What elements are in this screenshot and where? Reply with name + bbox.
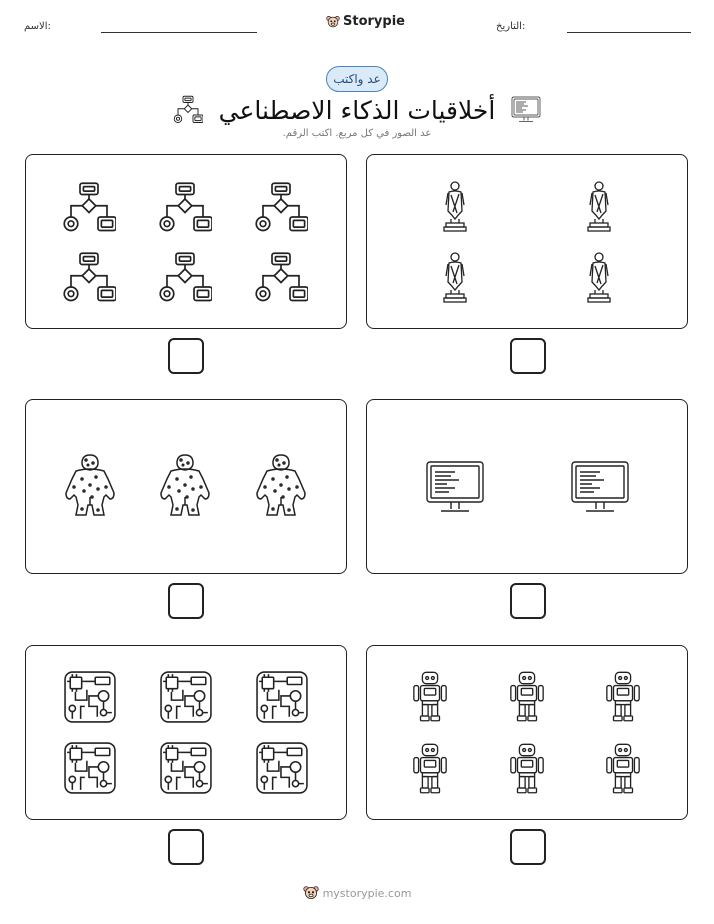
- statue-icon: [584, 179, 614, 235]
- panel-monitors: [366, 399, 688, 574]
- instructions: عد الصور في كل مربع. اكتب الرقم.: [282, 128, 432, 139]
- computer-monitor-icon: [570, 460, 630, 516]
- robot-icon: [411, 742, 449, 796]
- panel-statues: [366, 154, 688, 329]
- computer-monitor-icon: [511, 96, 541, 124]
- bear-icon: [326, 15, 340, 29]
- circuit-board-icon: [256, 742, 308, 794]
- bear-icon: [303, 885, 319, 901]
- date-label: التاريخ:: [496, 21, 526, 32]
- date-line[interactable]: [567, 32, 691, 33]
- brand-logo: [326, 14, 405, 29]
- flowchart-icon: [173, 93, 203, 127]
- flowchart-icon: [62, 181, 116, 235]
- activity-badge: عد واكتب: [326, 66, 388, 92]
- circuit-board-icon: [160, 671, 212, 723]
- computer-monitor-icon: [425, 460, 485, 516]
- statue-icon: [584, 250, 614, 306]
- flowchart-icon: [254, 181, 308, 235]
- answer-box[interactable]: [168, 338, 204, 374]
- brand-name: Storypie: [343, 14, 405, 29]
- robot-icon: [508, 670, 546, 724]
- statue-icon: [440, 179, 470, 235]
- page-title: [0, 92, 714, 128]
- circuit-board-icon: [256, 671, 308, 723]
- golem-icon: [253, 452, 309, 520]
- flowchart-icon: [158, 251, 212, 305]
- answer-box[interactable]: [510, 829, 546, 865]
- footer-url[interactable]: mystorypie.com: [322, 886, 412, 900]
- panel-flowcharts: [25, 154, 347, 329]
- answer-box[interactable]: [510, 338, 546, 374]
- flowchart-icon: [254, 251, 308, 305]
- robot-icon: [604, 670, 642, 724]
- statue-icon: [440, 250, 470, 306]
- circuit-board-icon: [160, 742, 212, 794]
- name-label: الاسم:: [24, 21, 51, 32]
- circuit-board-icon: [64, 671, 116, 723]
- golem-icon: [157, 452, 213, 520]
- title-text: أخلاقيات الذكاء الاصطناعي: [218, 95, 496, 125]
- golem-icon: [62, 452, 118, 520]
- panel-robots: [366, 645, 688, 820]
- footer: [0, 885, 714, 901]
- answer-box[interactable]: [168, 583, 204, 619]
- flowchart-icon: [158, 181, 212, 235]
- panel-golems: [25, 399, 347, 574]
- answer-box[interactable]: [168, 829, 204, 865]
- robot-icon: [508, 742, 546, 796]
- robot-icon: [411, 670, 449, 724]
- name-line[interactable]: [101, 32, 257, 33]
- answer-box[interactable]: [510, 583, 546, 619]
- panel-circuit-boards: [25, 645, 347, 820]
- circuit-board-icon: [64, 742, 116, 794]
- flowchart-icon: [62, 251, 116, 305]
- robot-icon: [604, 742, 642, 796]
